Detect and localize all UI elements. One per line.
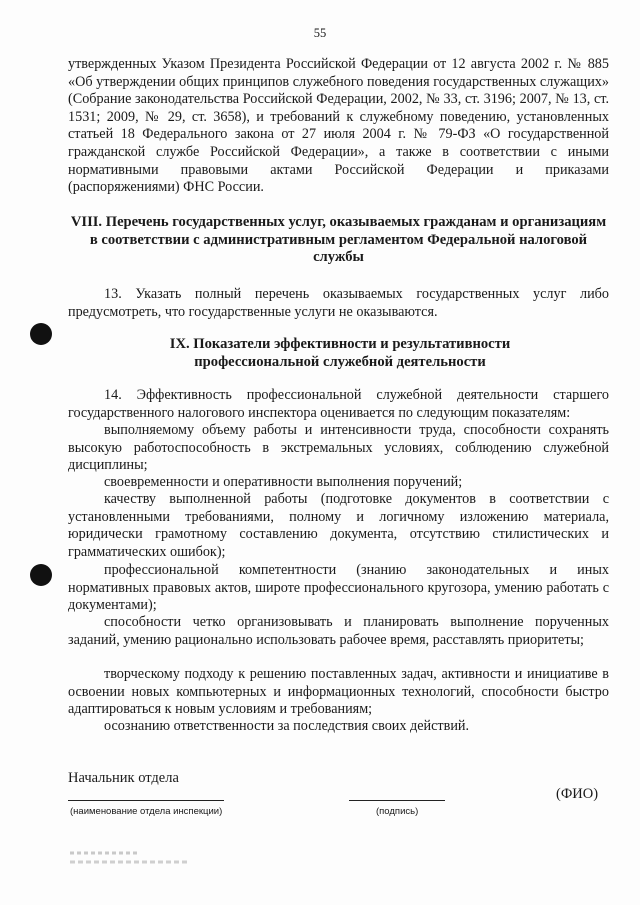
criteria-item: способности четко организовывать и планировать выполнение порученных заданий, умению рационально использовать рабочее время, расставлять приоритеты; (68, 614, 609, 648)
name-placeholder: (ФИО) (556, 786, 599, 802)
signature-title: Начальник отдела (68, 770, 179, 786)
section-9-paragraph: 14. Эффективность профессиональной служебной деятельности старшего государственного налогового инспектора оценивается по следующим показателям: (68, 387, 609, 421)
criteria-item: своевременности и оперативности выполнения поручений; (104, 474, 463, 490)
intro-paragraph: утвержденных Указом Президента Российской Федерации от 12 августа 2002 г. № 885 «Об утверждении общих принципов служебного поведения государственных служащих» (Собрание законодательства Российской Федерации, 2002, № 33, ст. 3196; 2007, № 13, ст. 1531; 2009, № 29, ст. 3658), и требований к служебному поведению, установленных статьей 18 Федерального закона от 27 июля 2004 г. № 79-ФЗ «О государственной гражданской службе Российской Федерации», а также в соответствии с иными нормативными правовыми актами Российской Федерации и приказами (распоряжениями) ФНС России. (68, 56, 609, 196)
signature-caption: (подпись) (376, 806, 419, 817)
criteria-item: профессиональной компетентности (знанию законодательных и иных нормативных правовых актов, широте профессионального кругозора, умению работать с документами); (68, 562, 609, 614)
criteria-item: творческому подходу к решению поставленных задач, активности и инициативе в освоении новых компьютерных и информационных технологий, способности быстро адаптироваться к новым условиям и требованиям; (68, 666, 609, 718)
criteria-item: выполняемому объему работы и интенсивности труда, способности сохранять высокую работоспособность в экстремальных условиях, соблюдению служебной дисциплины; (68, 422, 609, 474)
section-8-heading: VIII. Перечень государственных услуг, оказываемых гражданам и организациям в соответствии с административным регламентом Федеральной налоговой службы (70, 214, 607, 266)
punch-hole-top (30, 323, 52, 345)
punch-hole-bottom (30, 564, 52, 586)
criteria-item: качеству выполненной работы (подготовке документов в соответствии с установленными требованиями, полному и логичному изложению материала, юридически грамотному составлению документа, отсутствию стилистических и грамматических ошибок); (68, 491, 609, 560)
faint-stamp-mark (70, 848, 200, 868)
signature-line (349, 800, 445, 801)
page-number: 55 (313, 26, 327, 40)
criteria-item: осознанию ответственности за последствия своих действий. (104, 718, 470, 734)
section-8-paragraph: 13. Указать полный перечень оказываемых государственных услуг либо предусмотреть, что государственные услуги не оказываются. (68, 286, 609, 320)
department-line (68, 800, 224, 801)
section-9-heading: IX. Показатели эффективности и результативности профессиональной служебной деятельности (169, 336, 511, 370)
department-caption: (наименование отдела инспекции) (70, 806, 223, 817)
